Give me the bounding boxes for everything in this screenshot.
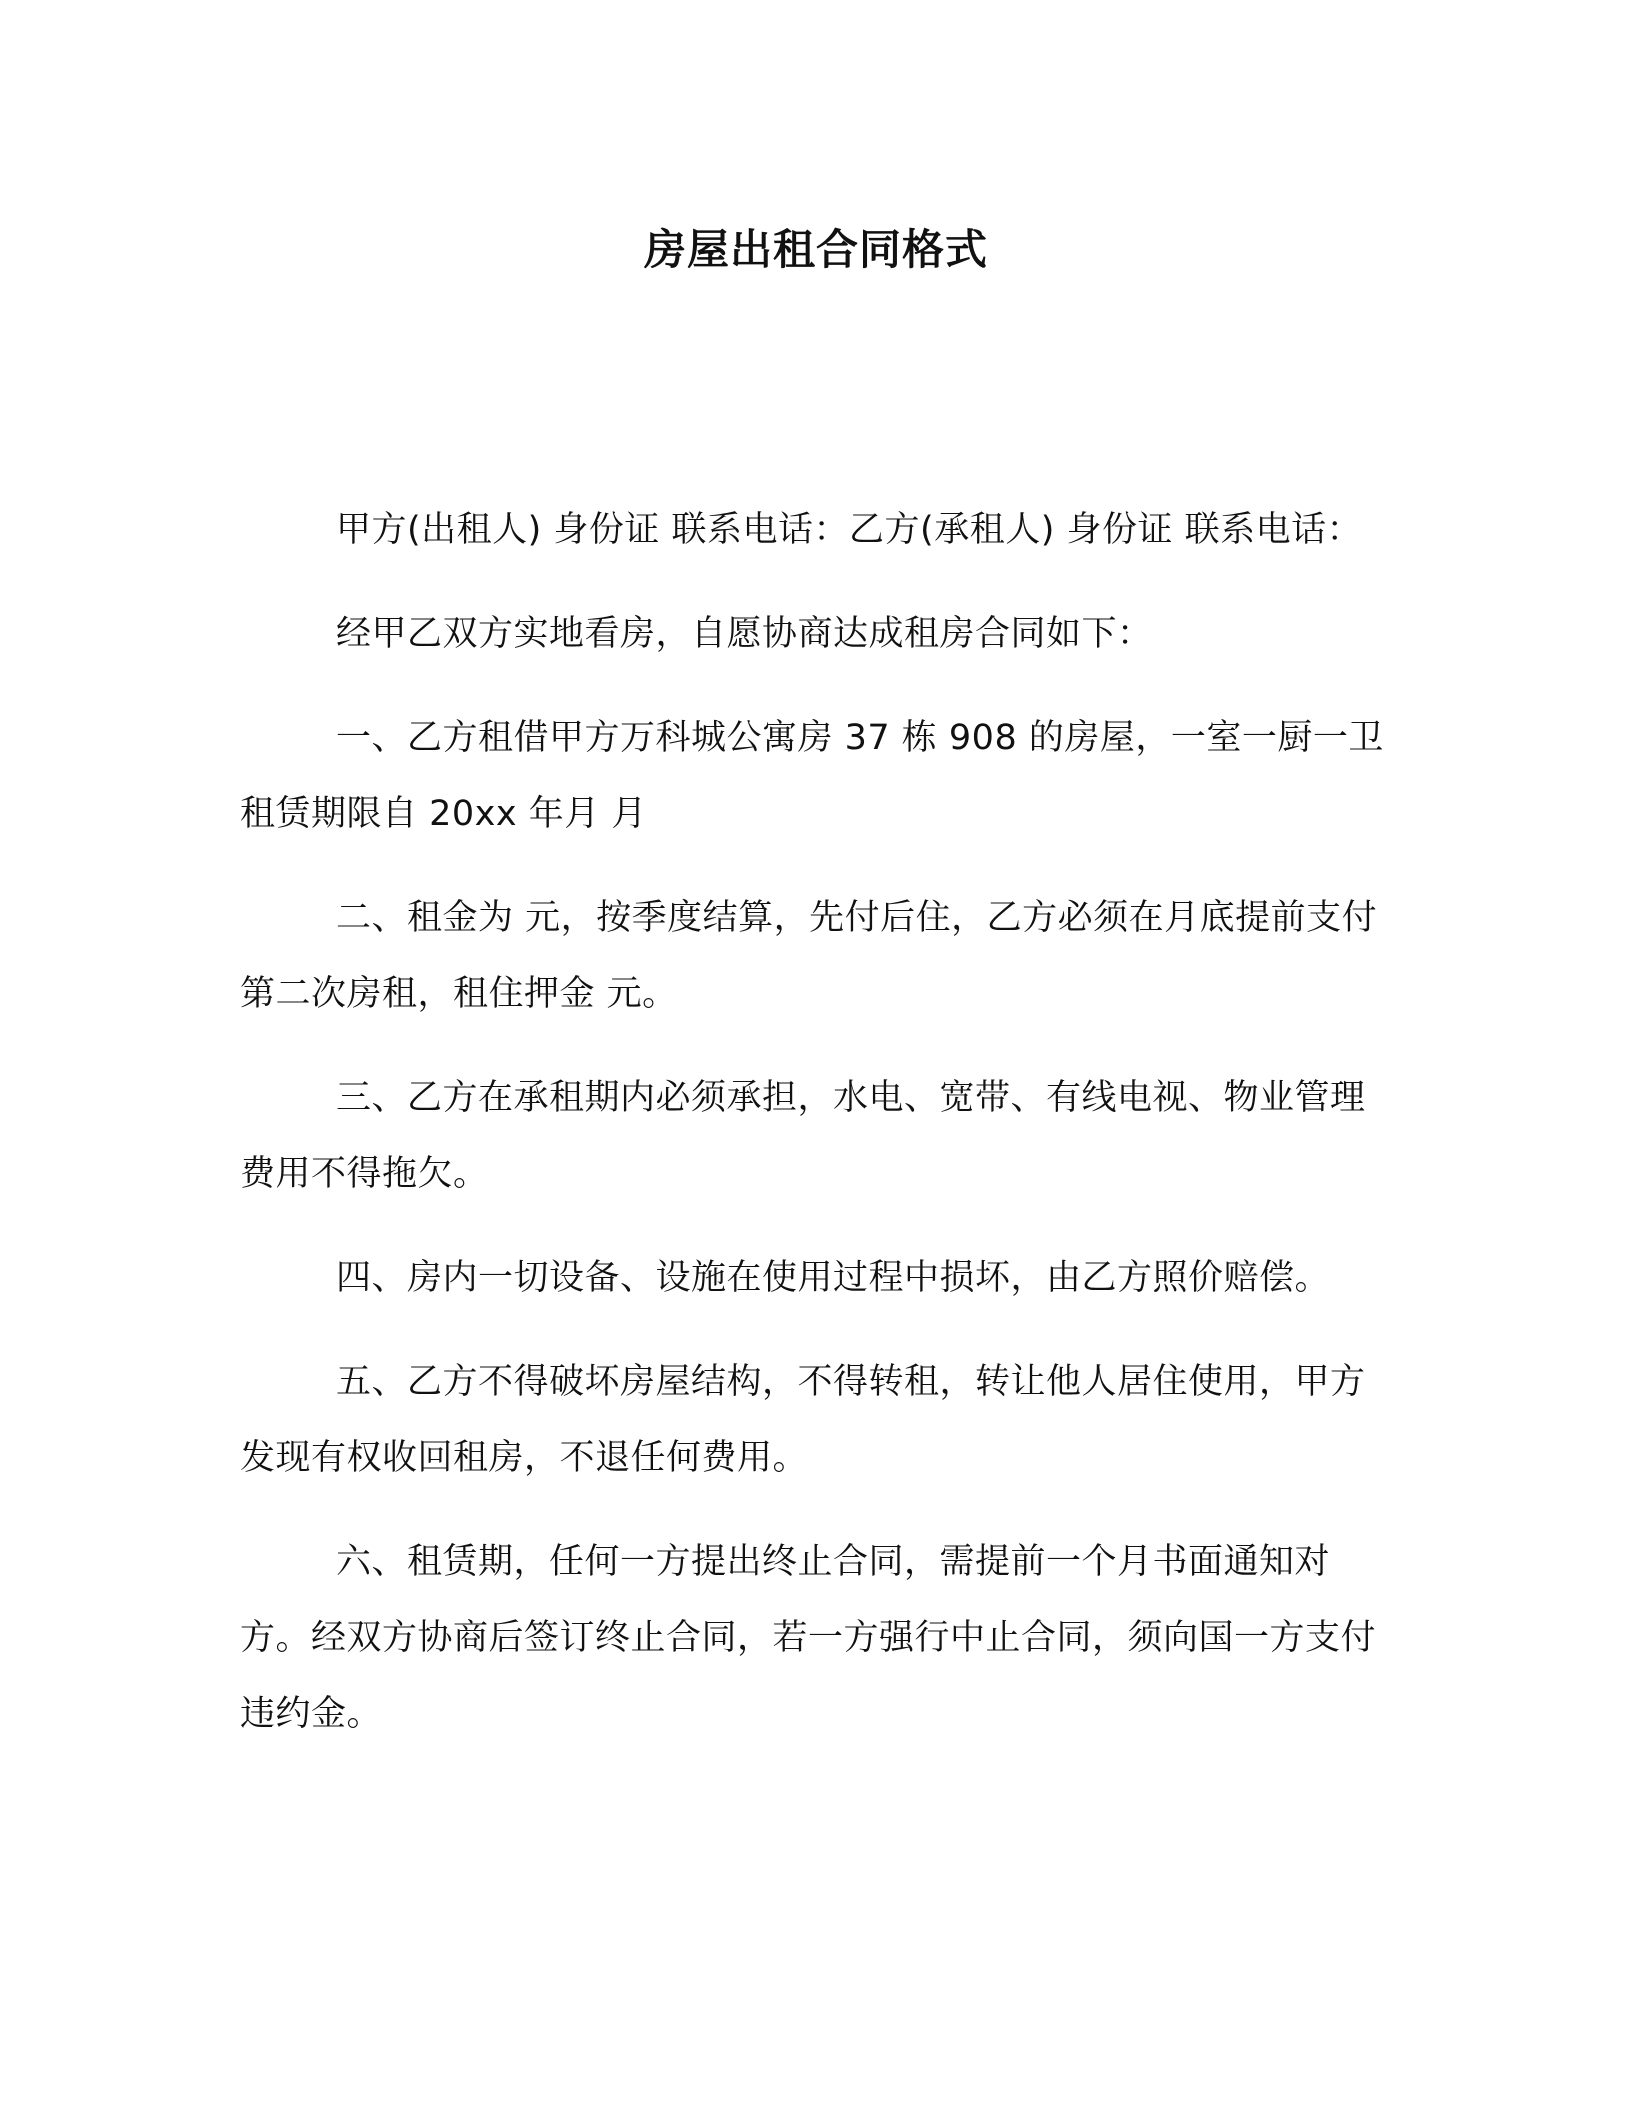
paragraph-parties: 甲方(出租人) 身份证 联系电话：乙方(承租人) 身份证 联系电话： xyxy=(336,510,1363,550)
paragraph-clause-6: 六、租赁期，任何一方提出终止合同，需提前一个月书面通知对方。经双方协商后签订终止合同，若一方强行中止合同，须向国一方支付违约金。 xyxy=(240,1542,1377,1734)
paragraph-intro: 经甲乙双方实地看房，自愿协商达成租房合同如下： xyxy=(336,614,1153,654)
document-body xyxy=(240,492,1388,1780)
paragraph-clause-2: 二、租金为 元，按季度结算，先付后住，乙方必须在月底提前支付第二次房租，租住押金 元。 xyxy=(240,898,1378,1014)
paragraph-clause-4: 四、房内一切设备、设施在使用过程中损坏，由乙方照价赔偿。 xyxy=(336,1258,1331,1298)
paragraph-clause-3: 三、乙方在承租期内必须承担，水电、宽带、有线电视、物业管理费用不得拖欠。 xyxy=(240,1078,1366,1194)
paragraph-clause-5: 五、乙方不得破坏房屋结构，不得转租，转让他人居住使用，甲方发现有权收回租房，不退任何费用。 xyxy=(240,1362,1366,1478)
paragraph-clause-1: 一、乙方租借甲方万科城公寓房 37 栋 908 的房屋，一室一厨一卫租赁期限自 20xx 年月 月 xyxy=(240,718,1384,834)
document-title: 房屋出租合同格式 xyxy=(643,225,988,274)
